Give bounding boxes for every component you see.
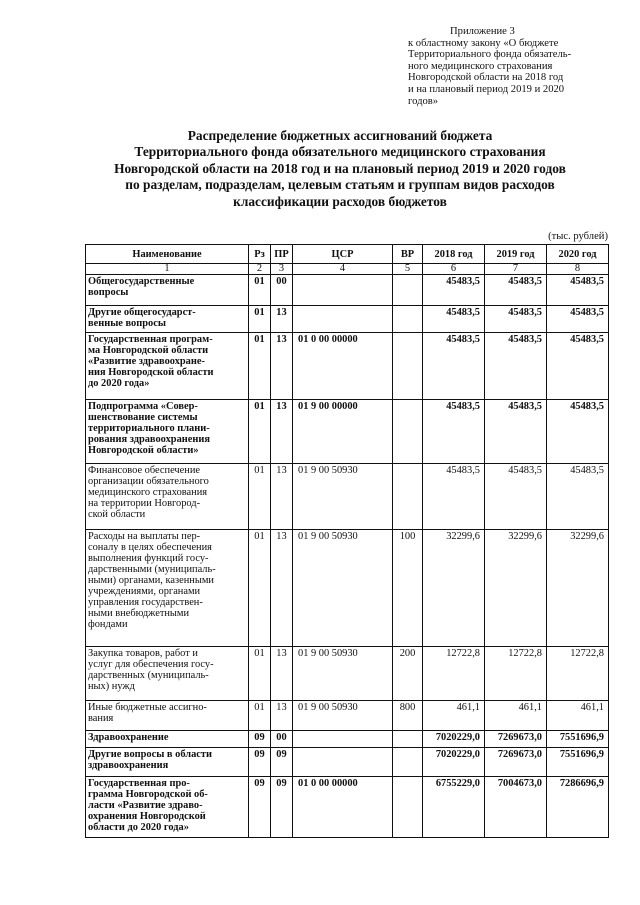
cell-rz: 01 bbox=[249, 275, 271, 306]
cell-2018: 45483,5 bbox=[423, 400, 485, 464]
cell-rz: 09 bbox=[249, 777, 271, 838]
cell-vr bbox=[393, 777, 423, 838]
title-line: по разделам, подразделам, целевым статьям и группам видов расходов bbox=[125, 177, 555, 193]
cell-2019: 7269673,0 bbox=[485, 748, 547, 777]
cell-2020: 45483,5 bbox=[547, 275, 609, 306]
cell-csr: 01 0 00 00000 bbox=[293, 333, 393, 400]
table-header-row bbox=[86, 245, 609, 264]
cell-name: Общегосударственные вопросы bbox=[86, 275, 249, 306]
cell-pr: 00 bbox=[271, 275, 293, 306]
cell-2019: 45483,5 bbox=[485, 400, 547, 464]
cell-2018: 7020229,0 bbox=[423, 731, 485, 748]
column-number: 8 bbox=[547, 264, 609, 275]
header-name: Наименование bbox=[86, 245, 249, 264]
column-number: 7 bbox=[485, 264, 547, 275]
column-number-row bbox=[86, 264, 609, 275]
cell-csr bbox=[293, 306, 393, 333]
cell-vr bbox=[393, 333, 423, 400]
cell-pr: 09 bbox=[271, 748, 293, 777]
column-number: 2 bbox=[249, 264, 271, 275]
cell-2020: 32299,6 bbox=[547, 530, 609, 647]
cell-rz: 01 bbox=[249, 306, 271, 333]
cell-csr: 01 9 00 50930 bbox=[293, 464, 393, 530]
cell-csr: 01 9 00 50930 bbox=[293, 530, 393, 647]
cell-vr bbox=[393, 731, 423, 748]
cell-name: Другие общегосударст- венные вопросы bbox=[86, 306, 249, 333]
cell-2020: 45483,5 bbox=[547, 333, 609, 400]
appendix-line: ного медицинского страхования bbox=[408, 60, 553, 72]
table-body bbox=[86, 275, 609, 838]
cell-vr: 100 bbox=[393, 530, 423, 647]
table-row bbox=[86, 731, 609, 748]
cell-rz: 01 bbox=[249, 530, 271, 647]
cell-pr: 00 bbox=[271, 731, 293, 748]
cell-csr: 01 9 00 00000 bbox=[293, 400, 393, 464]
cell-name: Закупка товаров, работ и услуг для обеспечения госу- дарственных (муниципаль- ных) нужд bbox=[86, 647, 249, 701]
cell-2020: 7551696,9 bbox=[547, 748, 609, 777]
table-row bbox=[86, 777, 609, 838]
cell-pr: 13 bbox=[271, 333, 293, 400]
cell-rz: 01 bbox=[249, 333, 271, 400]
cell-vr: 800 bbox=[393, 701, 423, 731]
header-csr: ЦСР bbox=[293, 245, 393, 264]
appendix-line: и на плановый период 2019 и 2020 bbox=[408, 83, 565, 95]
appendix-line: Новгородской области на 2018 год bbox=[408, 72, 564, 84]
table-row bbox=[86, 530, 609, 647]
table-row bbox=[86, 464, 609, 530]
appendix-note bbox=[408, 26, 610, 107]
cell-csr bbox=[293, 748, 393, 777]
cell-csr: 01 9 00 50930 bbox=[293, 701, 393, 731]
cell-2020: 45483,5 bbox=[547, 464, 609, 530]
cell-2018: 45483,5 bbox=[423, 333, 485, 400]
table-row bbox=[86, 400, 609, 464]
units-label: (тыс. рублей) bbox=[548, 231, 608, 242]
cell-name: Иные бюджетные ассигно- вания bbox=[86, 701, 249, 731]
table-row bbox=[86, 647, 609, 701]
cell-2018: 45483,5 bbox=[423, 464, 485, 530]
cell-2018: 45483,5 bbox=[423, 275, 485, 306]
cell-2018: 45483,5 bbox=[423, 306, 485, 333]
title-line: Территориального фонда обязательного медицинского страхования bbox=[134, 144, 546, 160]
header-2020: 2020 год bbox=[547, 245, 609, 264]
column-number: 3 bbox=[271, 264, 293, 275]
column-number: 1 bbox=[86, 264, 249, 275]
cell-csr: 01 0 00 00000 bbox=[293, 777, 393, 838]
cell-vr bbox=[393, 275, 423, 306]
cell-2019: 45483,5 bbox=[485, 464, 547, 530]
table-row bbox=[86, 333, 609, 400]
cell-rz: 01 bbox=[249, 701, 271, 731]
cell-2020: 461,1 bbox=[547, 701, 609, 731]
cell-csr: 01 9 00 50930 bbox=[293, 647, 393, 701]
header-2018: 2018 год bbox=[423, 245, 485, 264]
cell-name: Здравоохранение bbox=[86, 731, 249, 748]
cell-rz: 09 bbox=[249, 731, 271, 748]
cell-2019: 45483,5 bbox=[485, 306, 547, 333]
cell-name: Государственная програм- ма Новгородской области «Развитие здравоохране- ния Новгородской области до 2020 года» bbox=[86, 333, 249, 400]
cell-2018: 7020229,0 bbox=[423, 748, 485, 777]
cell-pr: 13 bbox=[271, 701, 293, 731]
appendix-title: Приложение 3 bbox=[450, 26, 515, 37]
cell-pr: 13 bbox=[271, 647, 293, 701]
cell-pr: 09 bbox=[271, 777, 293, 838]
cell-vr bbox=[393, 306, 423, 333]
cell-2020: 45483,5 bbox=[547, 306, 609, 333]
column-number: 6 bbox=[423, 264, 485, 275]
header-2019: 2019 год bbox=[485, 245, 547, 264]
cell-rz: 09 bbox=[249, 748, 271, 777]
table-row bbox=[86, 275, 609, 306]
title-line: Распределение бюджетных ассигнований бюджета bbox=[187, 128, 493, 143]
cell-name: Финансовое обеспечение организации обязательного медицинского страхования на территории Новгород- ской области bbox=[86, 464, 249, 530]
cell-rz: 01 bbox=[249, 400, 271, 464]
table-row bbox=[86, 701, 609, 731]
header-rz: Рз bbox=[249, 245, 271, 264]
cell-2020: 12722,8 bbox=[547, 647, 609, 701]
cell-vr: 200 bbox=[393, 647, 423, 701]
header-pr: ПР bbox=[271, 245, 293, 264]
cell-rz: 01 bbox=[249, 647, 271, 701]
cell-name: Другие вопросы в области здравоохранения bbox=[86, 748, 249, 777]
cell-2020: 7286696,9 bbox=[547, 777, 609, 838]
cell-2018: 6755229,0 bbox=[423, 777, 485, 838]
appendix-text bbox=[408, 38, 610, 108]
cell-vr bbox=[393, 748, 423, 777]
cell-2018: 32299,6 bbox=[423, 530, 485, 647]
column-number: 5 bbox=[393, 264, 423, 275]
cell-2018: 12722,8 bbox=[423, 647, 485, 701]
column-number: 4 bbox=[293, 264, 393, 275]
cell-csr bbox=[293, 275, 393, 306]
cell-2019: 461,1 bbox=[485, 701, 547, 731]
appendix-line: Территориального фонда обязатель- bbox=[408, 49, 572, 61]
cell-2019: 7004673,0 bbox=[485, 777, 547, 838]
cell-name: Расходы на выплаты пер- соналу в целях обеспечения выполнения функций госу- дарственными (муниципаль- ными) органами, казенными учреждениями, органами управления государствен- ными внебюджетными фондами bbox=[86, 530, 249, 647]
appendix-line: годов» bbox=[408, 95, 439, 107]
cell-2019: 45483,5 bbox=[485, 275, 547, 306]
cell-2019: 7269673,0 bbox=[485, 731, 547, 748]
cell-2019: 12722,8 bbox=[485, 647, 547, 701]
title-line: классификации расходов бюджетов bbox=[233, 193, 447, 209]
cell-csr bbox=[293, 731, 393, 748]
table-row bbox=[86, 748, 609, 777]
document-title bbox=[70, 128, 610, 210]
cell-2018: 461,1 bbox=[423, 701, 485, 731]
cell-pr: 13 bbox=[271, 464, 293, 530]
table-row bbox=[86, 306, 609, 333]
cell-2019: 32299,6 bbox=[485, 530, 547, 647]
appendix-line: к областному закону «О бюджете bbox=[408, 37, 559, 49]
header-vr: ВР bbox=[393, 245, 423, 264]
cell-name: Подпрограмма «Совер- шенствование системы территориального плани- рования здравоохранения Новгородской области» bbox=[86, 400, 249, 464]
cell-pr: 13 bbox=[271, 306, 293, 333]
cell-pr: 13 bbox=[271, 530, 293, 647]
cell-pr: 13 bbox=[271, 400, 293, 464]
cell-rz: 01 bbox=[249, 464, 271, 530]
title-line: Новгородской области на 2018 год и на плановый период 2019 и 2020 годов bbox=[114, 160, 566, 176]
budget-table bbox=[85, 244, 609, 838]
cell-vr bbox=[393, 400, 423, 464]
cell-2020: 45483,5 bbox=[547, 400, 609, 464]
cell-2020: 7551696,9 bbox=[547, 731, 609, 748]
cell-name: Государственная про- грамма Новгородской об- ласти «Развитие здраво- охранения Новгородской области до 2020 года» bbox=[86, 777, 249, 838]
cell-2019: 45483,5 bbox=[485, 333, 547, 400]
cell-vr bbox=[393, 464, 423, 530]
